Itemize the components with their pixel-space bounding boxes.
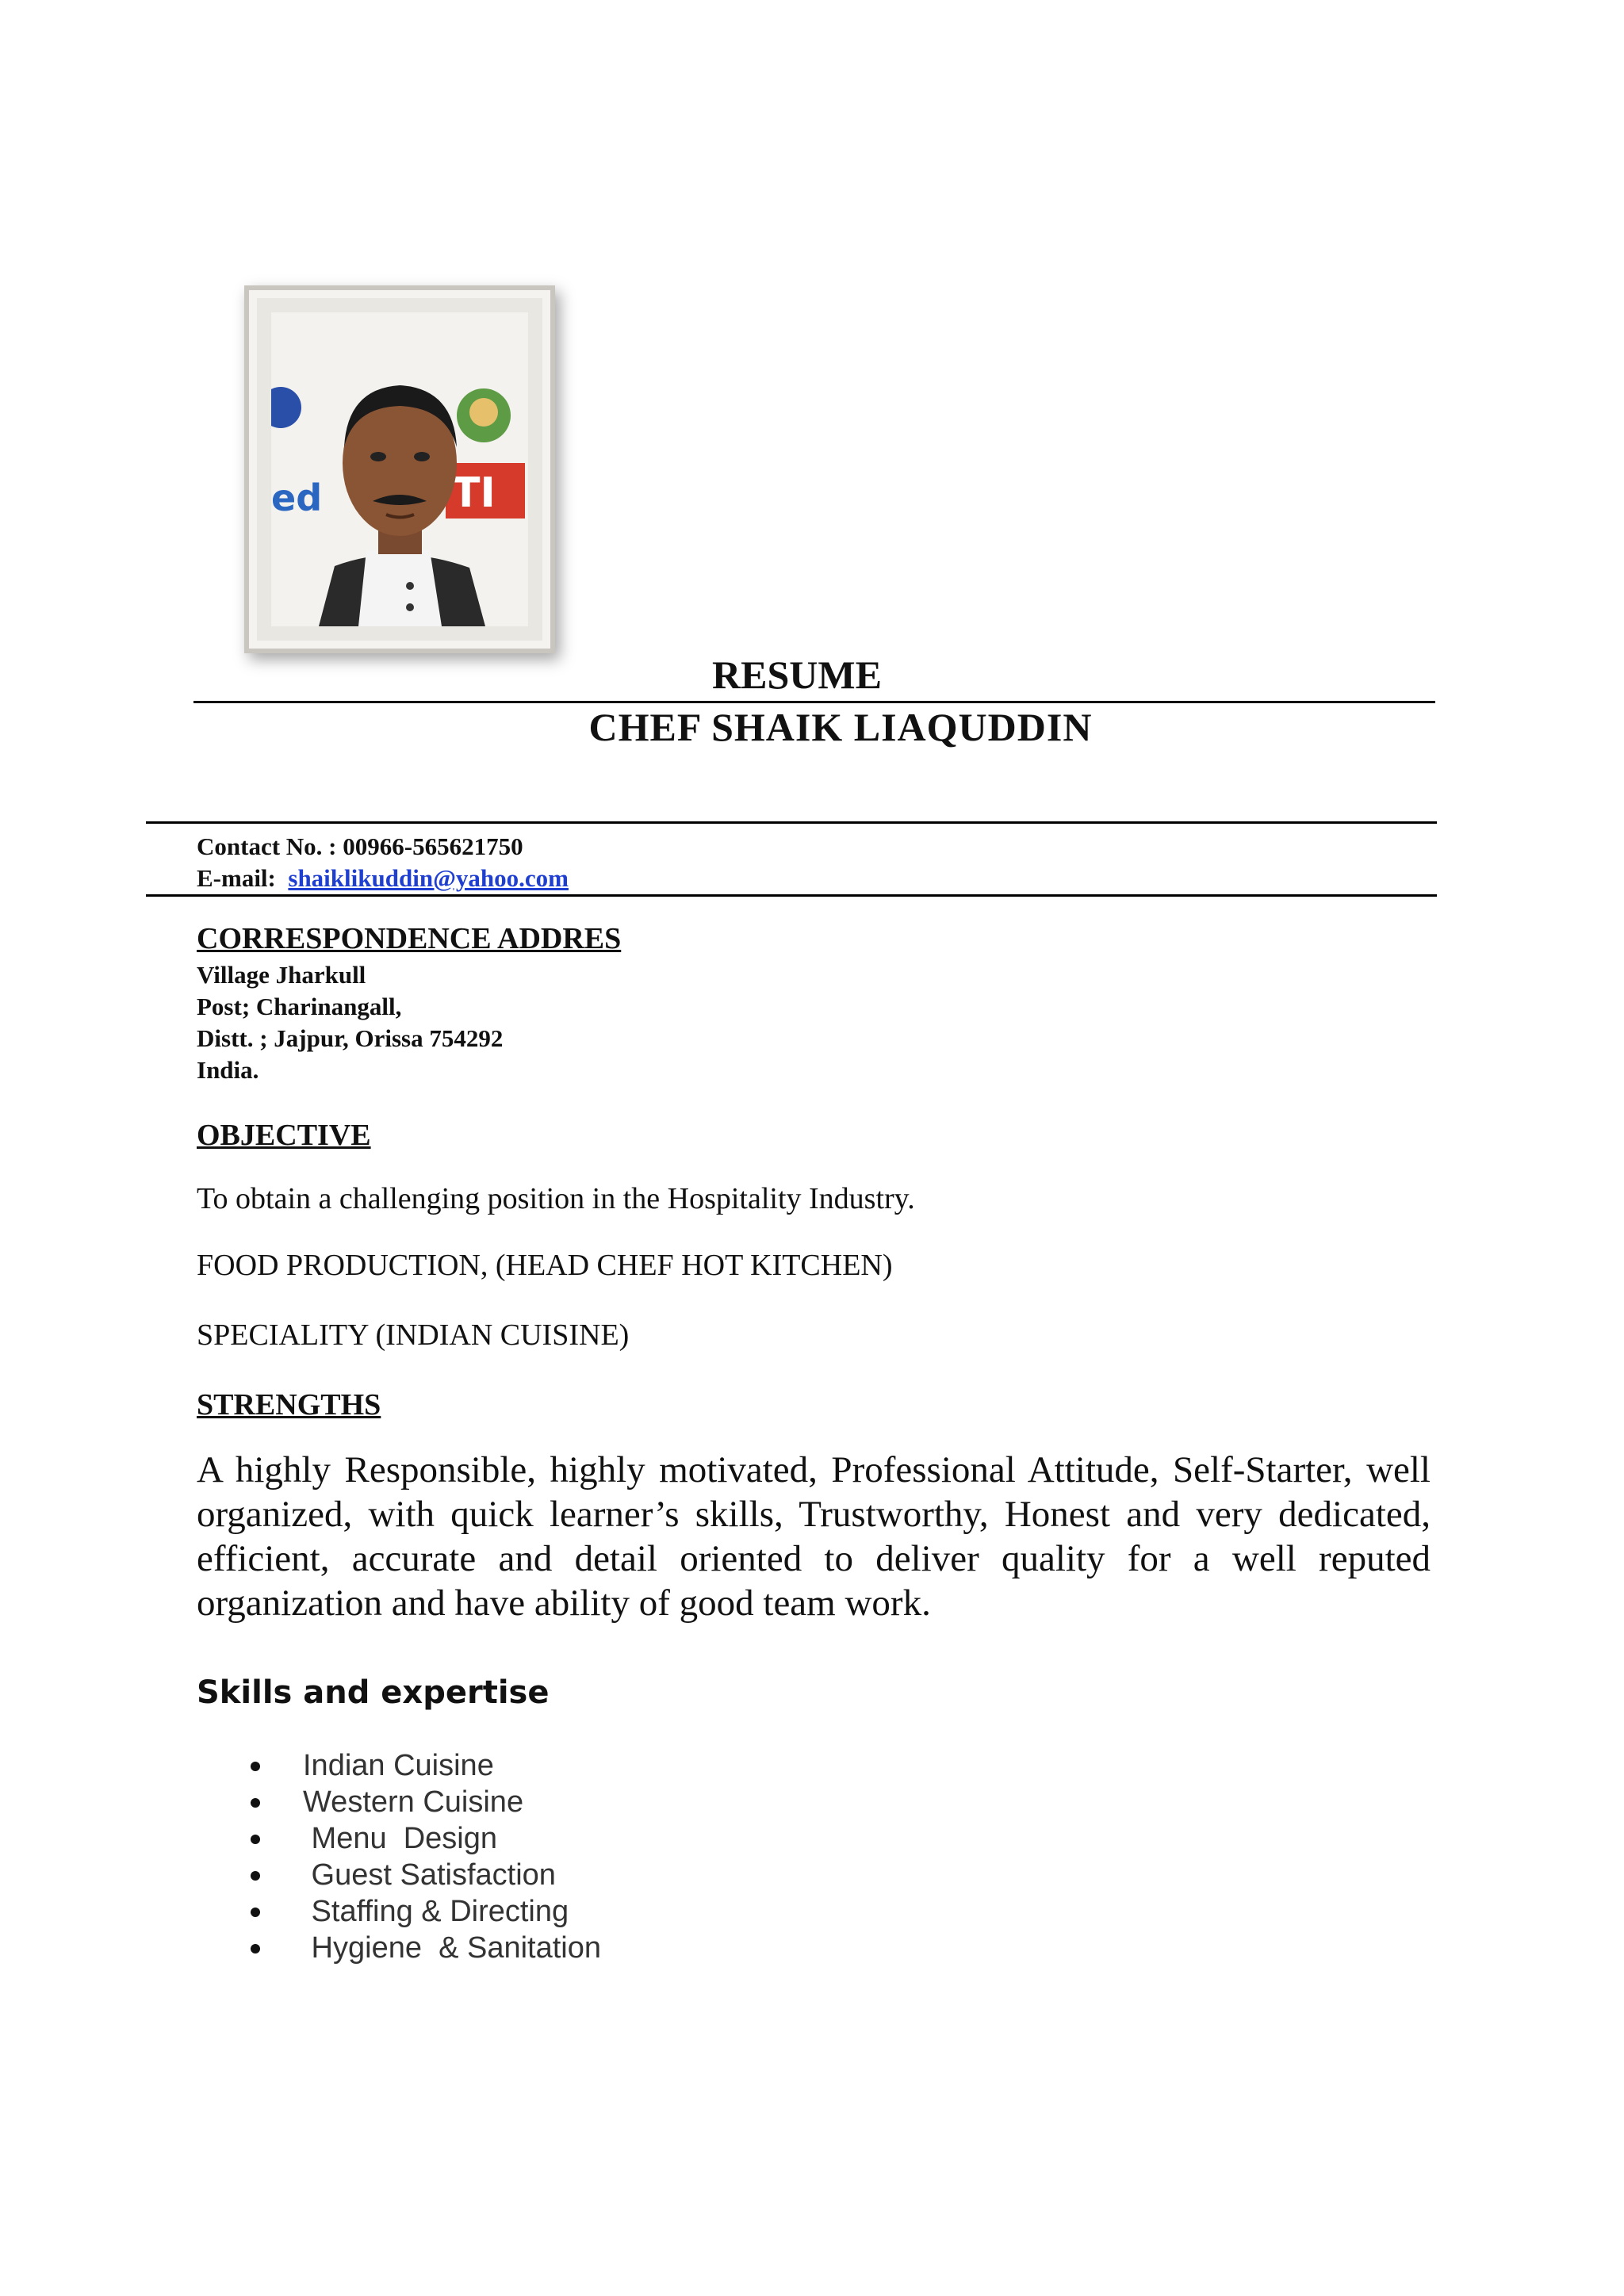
svg-text:TI: TI bbox=[452, 469, 496, 517]
email-line bbox=[197, 863, 569, 894]
address-line: India. bbox=[197, 1056, 259, 1084]
chef-portrait-image bbox=[271, 312, 528, 626]
contact-bottom-divider bbox=[146, 894, 1437, 897]
phone-number: 00966-565621750 bbox=[343, 832, 523, 860]
list-item bbox=[246, 1857, 601, 1893]
title-divider bbox=[193, 701, 1435, 703]
list-item bbox=[246, 1893, 601, 1930]
contact-block bbox=[197, 831, 569, 894]
email-link[interactable]: shaiklikuddin@yahoo.com bbox=[288, 864, 569, 892]
skill-label: Staffing & Directing bbox=[303, 1895, 569, 1928]
address-line: Village Jharkull bbox=[197, 961, 366, 989]
contact-top-divider bbox=[146, 821, 1437, 824]
skill-label: Guest Satisfaction bbox=[303, 1858, 556, 1892]
strengths-paragraph: A highly Responsible, highly motivated, Professional Attitude, Self-Starter, well organized, with quick learner’s skills, Trustworthy, Honest and very dedicated, efficient, accurate and detail oriented to deliver quality for a well reputed organization and have ability of good team work. bbox=[197, 1449, 1431, 1624]
list-item bbox=[246, 1930, 601, 1966]
list-item bbox=[246, 1784, 601, 1820]
bullet-icon bbox=[251, 1871, 260, 1881]
profile-photo-frame bbox=[244, 285, 555, 653]
bullet-icon bbox=[251, 1835, 260, 1844]
bullet-icon bbox=[251, 1908, 260, 1917]
email-label: E-mail: bbox=[197, 864, 276, 892]
address-heading: CORRESPONDENCE ADDRES bbox=[197, 922, 622, 955]
objective-line: To obtain a challenging position in the Hospitality Industry. bbox=[197, 1182, 915, 1215]
objective-heading: OBJECTIVE bbox=[197, 1119, 371, 1152]
skills-heading: Skills and expertise bbox=[197, 1674, 550, 1711]
list-item bbox=[246, 1747, 601, 1784]
svg-text:ed: ed bbox=[271, 476, 323, 519]
skill-label: Hygiene & Sanitation bbox=[303, 1931, 602, 1965]
objective-line: FOOD PRODUCTION, (HEAD CHEF HOT KITCHEN) bbox=[197, 1249, 893, 1282]
address-line: Distt. ; Jajpur, Orissa 754292 bbox=[197, 1024, 504, 1052]
phone-label: Contact No. : bbox=[197, 832, 337, 860]
bullet-icon bbox=[251, 1798, 260, 1808]
bullet-icon bbox=[251, 1944, 260, 1954]
skill-label: Western Cuisine bbox=[303, 1785, 524, 1819]
candidate-name: CHEF SHAIK LIAQUDDIN bbox=[588, 705, 1093, 749]
bullet-icon bbox=[251, 1762, 260, 1771]
address-section bbox=[197, 921, 621, 1086]
resume-title: RESUME bbox=[712, 652, 882, 697]
skill-label: Menu Design bbox=[303, 1822, 498, 1855]
strengths-heading: STRENGTHS bbox=[197, 1388, 381, 1422]
objective-line: SPECIALITY (INDIAN CUISINE) bbox=[197, 1318, 630, 1352]
list-item bbox=[246, 1820, 601, 1857]
profile-photo bbox=[271, 312, 528, 626]
phone-line bbox=[197, 831, 569, 863]
address-line: Post; Charinangall, bbox=[197, 993, 402, 1020]
skill-label: Indian Cuisine bbox=[303, 1749, 494, 1782]
skills-list bbox=[246, 1747, 601, 1966]
